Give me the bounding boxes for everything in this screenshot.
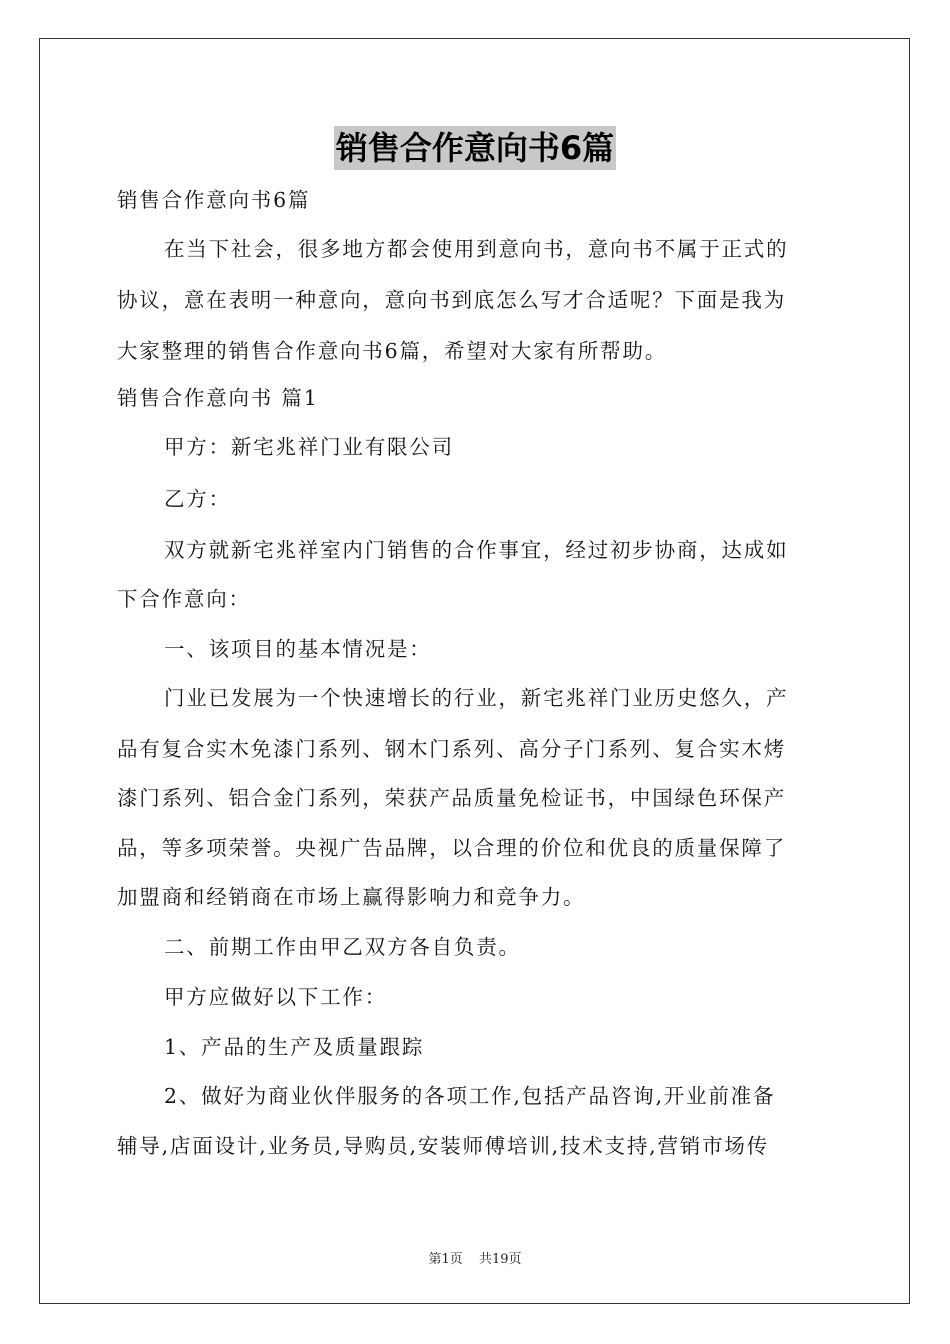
paragraph-line: 下合作意向： [117,587,251,611]
paragraph-line: 协议，意在表明一种意向，意向书到底怎么写才合适呢？下面是我为 [117,288,786,312]
paragraph-line: 甲方应做好以下工作： [164,985,387,1009]
party-a-line: 甲方：新宅兆祥门业有限公司 [164,435,454,459]
paragraph-line: 品，等多项荣誉。央视广告品牌，以合理的价位和优良的质量保障了 [117,836,786,860]
clause-heading: 一、该项目的基本情况是： [164,637,432,661]
page-footer [0,1248,950,1267]
clause-heading: 二、前期工作由甲乙双方各自负责。 [164,935,521,959]
paragraph-line: 漆门系列、铝合金门系列，荣获产品质量免检证书，中国绿色环保产 [117,786,786,810]
section-heading: 销售合作意向书 篇1 [117,386,319,410]
list-item: 2、做好为商业伙伴服务的各项工作,包括产品咨询,开业前准备 [164,1084,776,1108]
list-item: 1、产品的生产及质量跟踪 [164,1035,425,1059]
page-number: 第1页 [428,1252,463,1267]
paragraph-line: 品有复合实木免漆门系列、钢木门系列、高分子门系列、复合实木烤 [117,737,786,761]
subtitle-line: 销售合作意向书6篇 [117,188,311,212]
paragraph-line: 辅导,店面设计,业务员,导购员,安装师傅培训,技术支持,营销市场传 [117,1134,769,1158]
paragraph-line: 大家整理的销售合作意向书6篇，希望对大家有所帮助。 [117,339,668,363]
paragraph-line: 双方就新宅兆祥室内门销售的合作事宜，经过初步协商，达成如 [164,538,789,562]
party-b-line: 乙方： [164,487,231,511]
title-container [0,126,950,170]
paragraph-line: 在当下社会，很多地方都会使用到意向书，意向书不属于正式的 [164,237,789,261]
paragraph-line: 加盟商和经销商在市场上赢得影响力和竞争力。 [117,885,586,909]
document-title: 销售合作意向书6篇 [334,126,616,170]
page-total: 共19页 [478,1252,522,1267]
paragraph-line: 门业已发展为一个快速增长的行业，新宅兆祥门业历史悠久，产 [164,686,789,710]
page-border [39,38,910,1304]
